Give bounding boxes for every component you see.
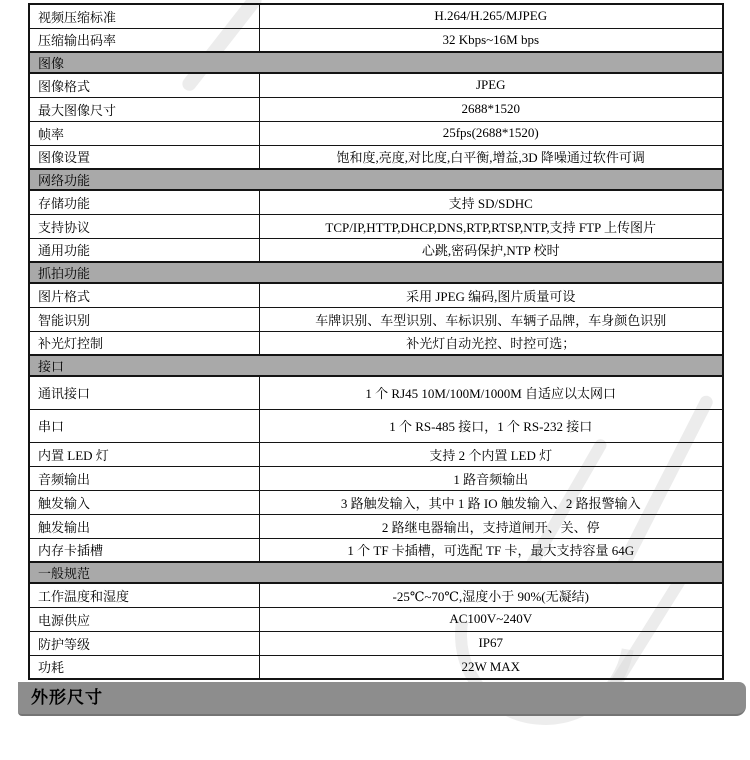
table-row	[29, 238, 723, 262]
spec-value-cell: IP67	[259, 631, 723, 655]
spec-value-cell: 支持 SD/SDHC	[259, 190, 723, 214]
table-row	[29, 466, 723, 490]
section-header-label: 接口	[29, 355, 723, 376]
spec-label-cell: 通用功能	[29, 238, 259, 262]
table-row	[29, 283, 723, 307]
table-row	[29, 97, 723, 121]
spec-value-cell: 采用 JPEG 编码,图片质量可设	[259, 283, 723, 307]
spec-value-cell: 25fps(2688*1520)	[259, 121, 723, 145]
spec-label-cell: 压缩输出码率	[29, 28, 259, 52]
spec-table	[28, 3, 724, 680]
spec-value-cell: 2688*1520	[259, 97, 723, 121]
spec-label-cell: 图像格式	[29, 73, 259, 97]
spec-value-cell: 1 路音频输出	[259, 466, 723, 490]
spec-label-cell: 防护等级	[29, 631, 259, 655]
section-header-row	[29, 169, 723, 190]
table-row	[29, 607, 723, 631]
spec-value-cell: 1 个 RS-485 接口，1 个 RS-232 接口	[259, 409, 723, 442]
spec-value-cell: 2 路继电器输出，支持道闸开、关、停	[259, 514, 723, 538]
spec-label-cell: 存储功能	[29, 190, 259, 214]
table-row	[29, 538, 723, 562]
spec-value-cell: 补光灯自动光控、时控可选；	[259, 331, 723, 355]
table-row	[29, 490, 723, 514]
spec-label-cell: 补光灯控制	[29, 331, 259, 355]
table-row	[29, 214, 723, 238]
spec-label-cell: 帧率	[29, 121, 259, 145]
spec-label-cell: 触发输出	[29, 514, 259, 538]
spec-value-cell: 支持 2 个内置 LED 灯	[259, 442, 723, 466]
spec-label-cell: 串口	[29, 409, 259, 442]
spec-label-cell: 视频压缩标准	[29, 4, 259, 28]
spec-value-cell: 心跳,密码保护,NTP 校时	[259, 238, 723, 262]
table-row	[29, 307, 723, 331]
spec-value-cell: 3 路触发输入，其中 1 路 IO 触发输入、2 路报警输入	[259, 490, 723, 514]
spec-label-cell: 功耗	[29, 655, 259, 679]
spec-label-cell: 内存卡插槽	[29, 538, 259, 562]
section-heading-bar	[18, 682, 746, 716]
table-row	[29, 145, 723, 169]
spec-label-cell: 通讯接口	[29, 376, 259, 409]
spec-label-cell: 最大图像尺寸	[29, 97, 259, 121]
spec-label-cell: 图片格式	[29, 283, 259, 307]
spec-value-cell: 1 个 RJ45 10M/100M/1000M 自适应以太网口	[259, 376, 723, 409]
section-header-label: 图像	[29, 52, 723, 73]
spec-label-cell: 智能识别	[29, 307, 259, 331]
section-heading-dimensions: 外形尺寸	[31, 688, 103, 707]
spec-label-cell: 电源供应	[29, 607, 259, 631]
section-header-label: 抓拍功能	[29, 262, 723, 283]
table-row	[29, 4, 723, 28]
spec-value-cell: H.264/H.265/MJPEG	[259, 4, 723, 28]
table-row	[29, 121, 723, 145]
spec-value-cell: -25℃~70℃,湿度小于 90%(无凝结)	[259, 583, 723, 607]
section-header-row	[29, 52, 723, 73]
table-row	[29, 190, 723, 214]
spec-value-cell: JPEG	[259, 73, 723, 97]
spec-label-cell: 工作温度和湿度	[29, 583, 259, 607]
spec-label-cell: 内置 LED 灯	[29, 442, 259, 466]
table-row	[29, 376, 723, 409]
spec-label-cell: 触发输入	[29, 490, 259, 514]
spec-value-cell: 32 Kbps~16M bps	[259, 28, 723, 52]
section-header-row	[29, 262, 723, 283]
section-header-label: 一般规范	[29, 562, 723, 583]
table-row	[29, 28, 723, 52]
spec-value-cell: 22W MAX	[259, 655, 723, 679]
table-row	[29, 514, 723, 538]
spec-value-cell: 1 个 TF 卡插槽，可选配 TF 卡，最大支持容量 64G	[259, 538, 723, 562]
table-row	[29, 631, 723, 655]
spec-value-cell: 车牌识别、车型识别、车标识别、车辆子品牌，车身颜色识别	[259, 307, 723, 331]
spec-value-cell: 饱和度,亮度,对比度,白平衡,增益,3D 降噪通过软件可调	[259, 145, 723, 169]
table-row	[29, 409, 723, 442]
table-row	[29, 73, 723, 97]
table-row	[29, 331, 723, 355]
table-row	[29, 442, 723, 466]
section-header-row	[29, 355, 723, 376]
table-row	[29, 655, 723, 679]
table-row	[29, 583, 723, 607]
spec-value-cell: TCP/IP,HTTP,DHCP,DNS,RTP,RTSP,NTP,支持 FTP 上传图片	[259, 214, 723, 238]
spec-value-cell: AC100V~240V	[259, 607, 723, 631]
section-header-row	[29, 562, 723, 583]
spec-label-cell: 图像设置	[29, 145, 259, 169]
spec-label-cell: 支持协议	[29, 214, 259, 238]
section-header-label: 网络功能	[29, 169, 723, 190]
spec-table-body	[29, 4, 723, 679]
spec-label-cell: 音频输出	[29, 466, 259, 490]
